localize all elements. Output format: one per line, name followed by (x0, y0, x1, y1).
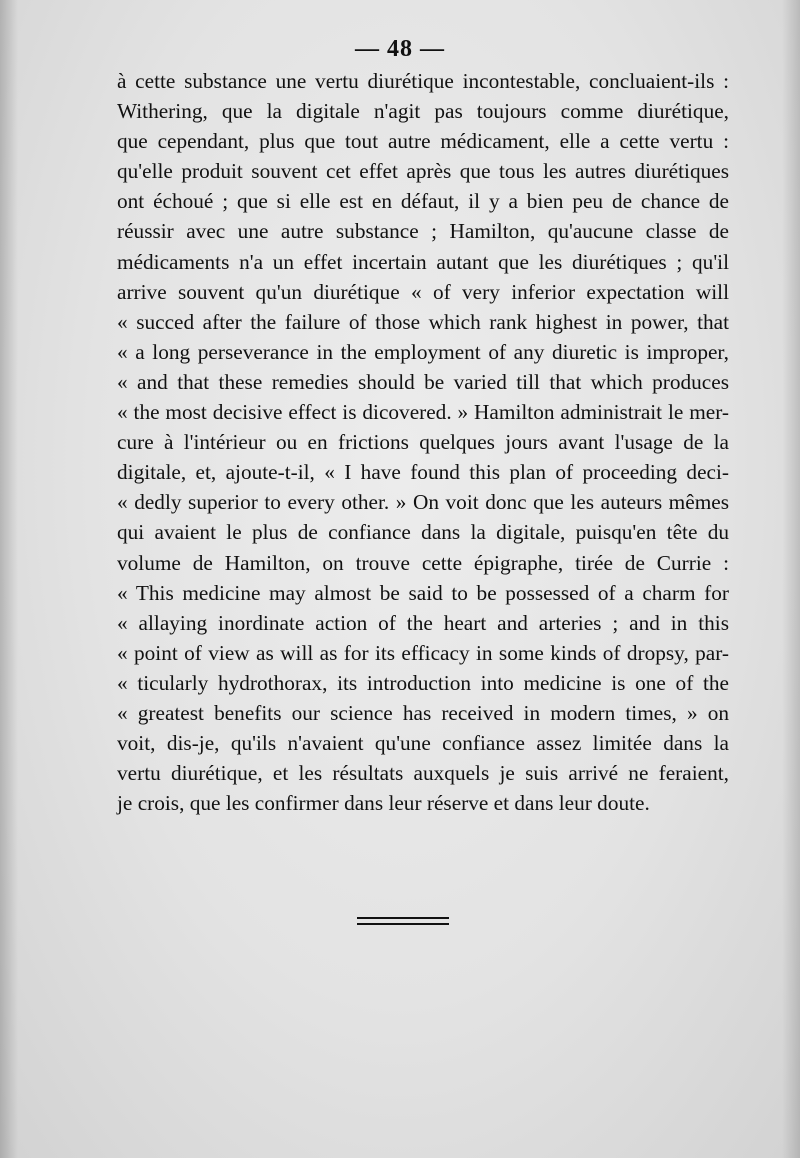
text-line: « point of view as will as for its efficacy in some kinds of dropsy, par- (117, 640, 729, 665)
text-line: « a long perseverance in the employment of any diuretic is improper, (117, 339, 729, 364)
text-line: « dedly superior to every other. » On voit donc que les auteurs mêmes (117, 490, 729, 515)
text-line: médicaments n'a un effet incertain autant que les diurétiques ; qu'il (117, 249, 729, 274)
text-line: « succed after the failure of those which rank highest in power, that (117, 309, 729, 334)
text-line: « the most decisive effect is dicovered. » Hamilton administrait le mer- (117, 400, 729, 425)
text-line: qu'elle produit souvent cet effet après que tous les autres diurétiques (117, 159, 729, 184)
section-end-rule (357, 917, 449, 919)
text-line: à cette substance une vertu diurétique incontestable, concluaient-ils : (117, 69, 729, 93)
text-line: « This medicine may almost be said to be possessed of a charm for (117, 580, 729, 605)
body-paragraph (117, 66, 729, 818)
text-line: vertu diurétique, et les résultats auxquels je suis arrivé ne feraient, (117, 761, 729, 786)
text-line: réussir avec une autre substance ; Hamilton, qu'aucune classe de (117, 219, 729, 244)
text-line: volume de Hamilton, on trouve cette épigraphe, tirée de Currie : (117, 550, 729, 575)
page-edge-shadow-right (782, 0, 800, 1158)
text-line: ont échoué ; que si elle est en défaut, il y a bien peu de chance de (117, 189, 729, 214)
text-line: arrive souvent qu'un diurétique « of very inferior expectation will (117, 279, 729, 304)
text-line: voit, dis-je, qu'ils n'avaient qu'une confiance assez limitée dans la (117, 731, 729, 756)
text-line: « greatest benefits our science has received in modern times, » on (117, 700, 729, 725)
text-line: « allaying inordinate action of the heart and arteries ; and in this (117, 610, 729, 635)
text-line: qui avaient le plus de confiance dans la digitale, puisqu'en tête du (117, 520, 729, 545)
text-line: « and that these remedies should be varied till that which produces (117, 369, 729, 394)
text-line: « ticularly hydrothorax, its introduction into medicine is one of the (117, 670, 729, 695)
page-number: — 48 — (355, 36, 445, 62)
text-line: je crois, que les confirmer dans leur réserve et dans leur doute. (117, 791, 650, 816)
text-line: Withering, que la digitale n'agit pas toujours comme diurétique, (117, 99, 729, 124)
page-edge-shadow-left (0, 0, 18, 1158)
section-end-rule (357, 923, 449, 925)
text-line: digitale, et, ajoute-t-il, « I have found this plan of proceeding deci- (117, 460, 729, 485)
text-line: que cependant, plus que tout autre médicament, elle a cette vertu : (117, 129, 729, 154)
text-line: cure à l'intérieur ou en frictions quelques jours avant l'usage de la (117, 430, 729, 455)
